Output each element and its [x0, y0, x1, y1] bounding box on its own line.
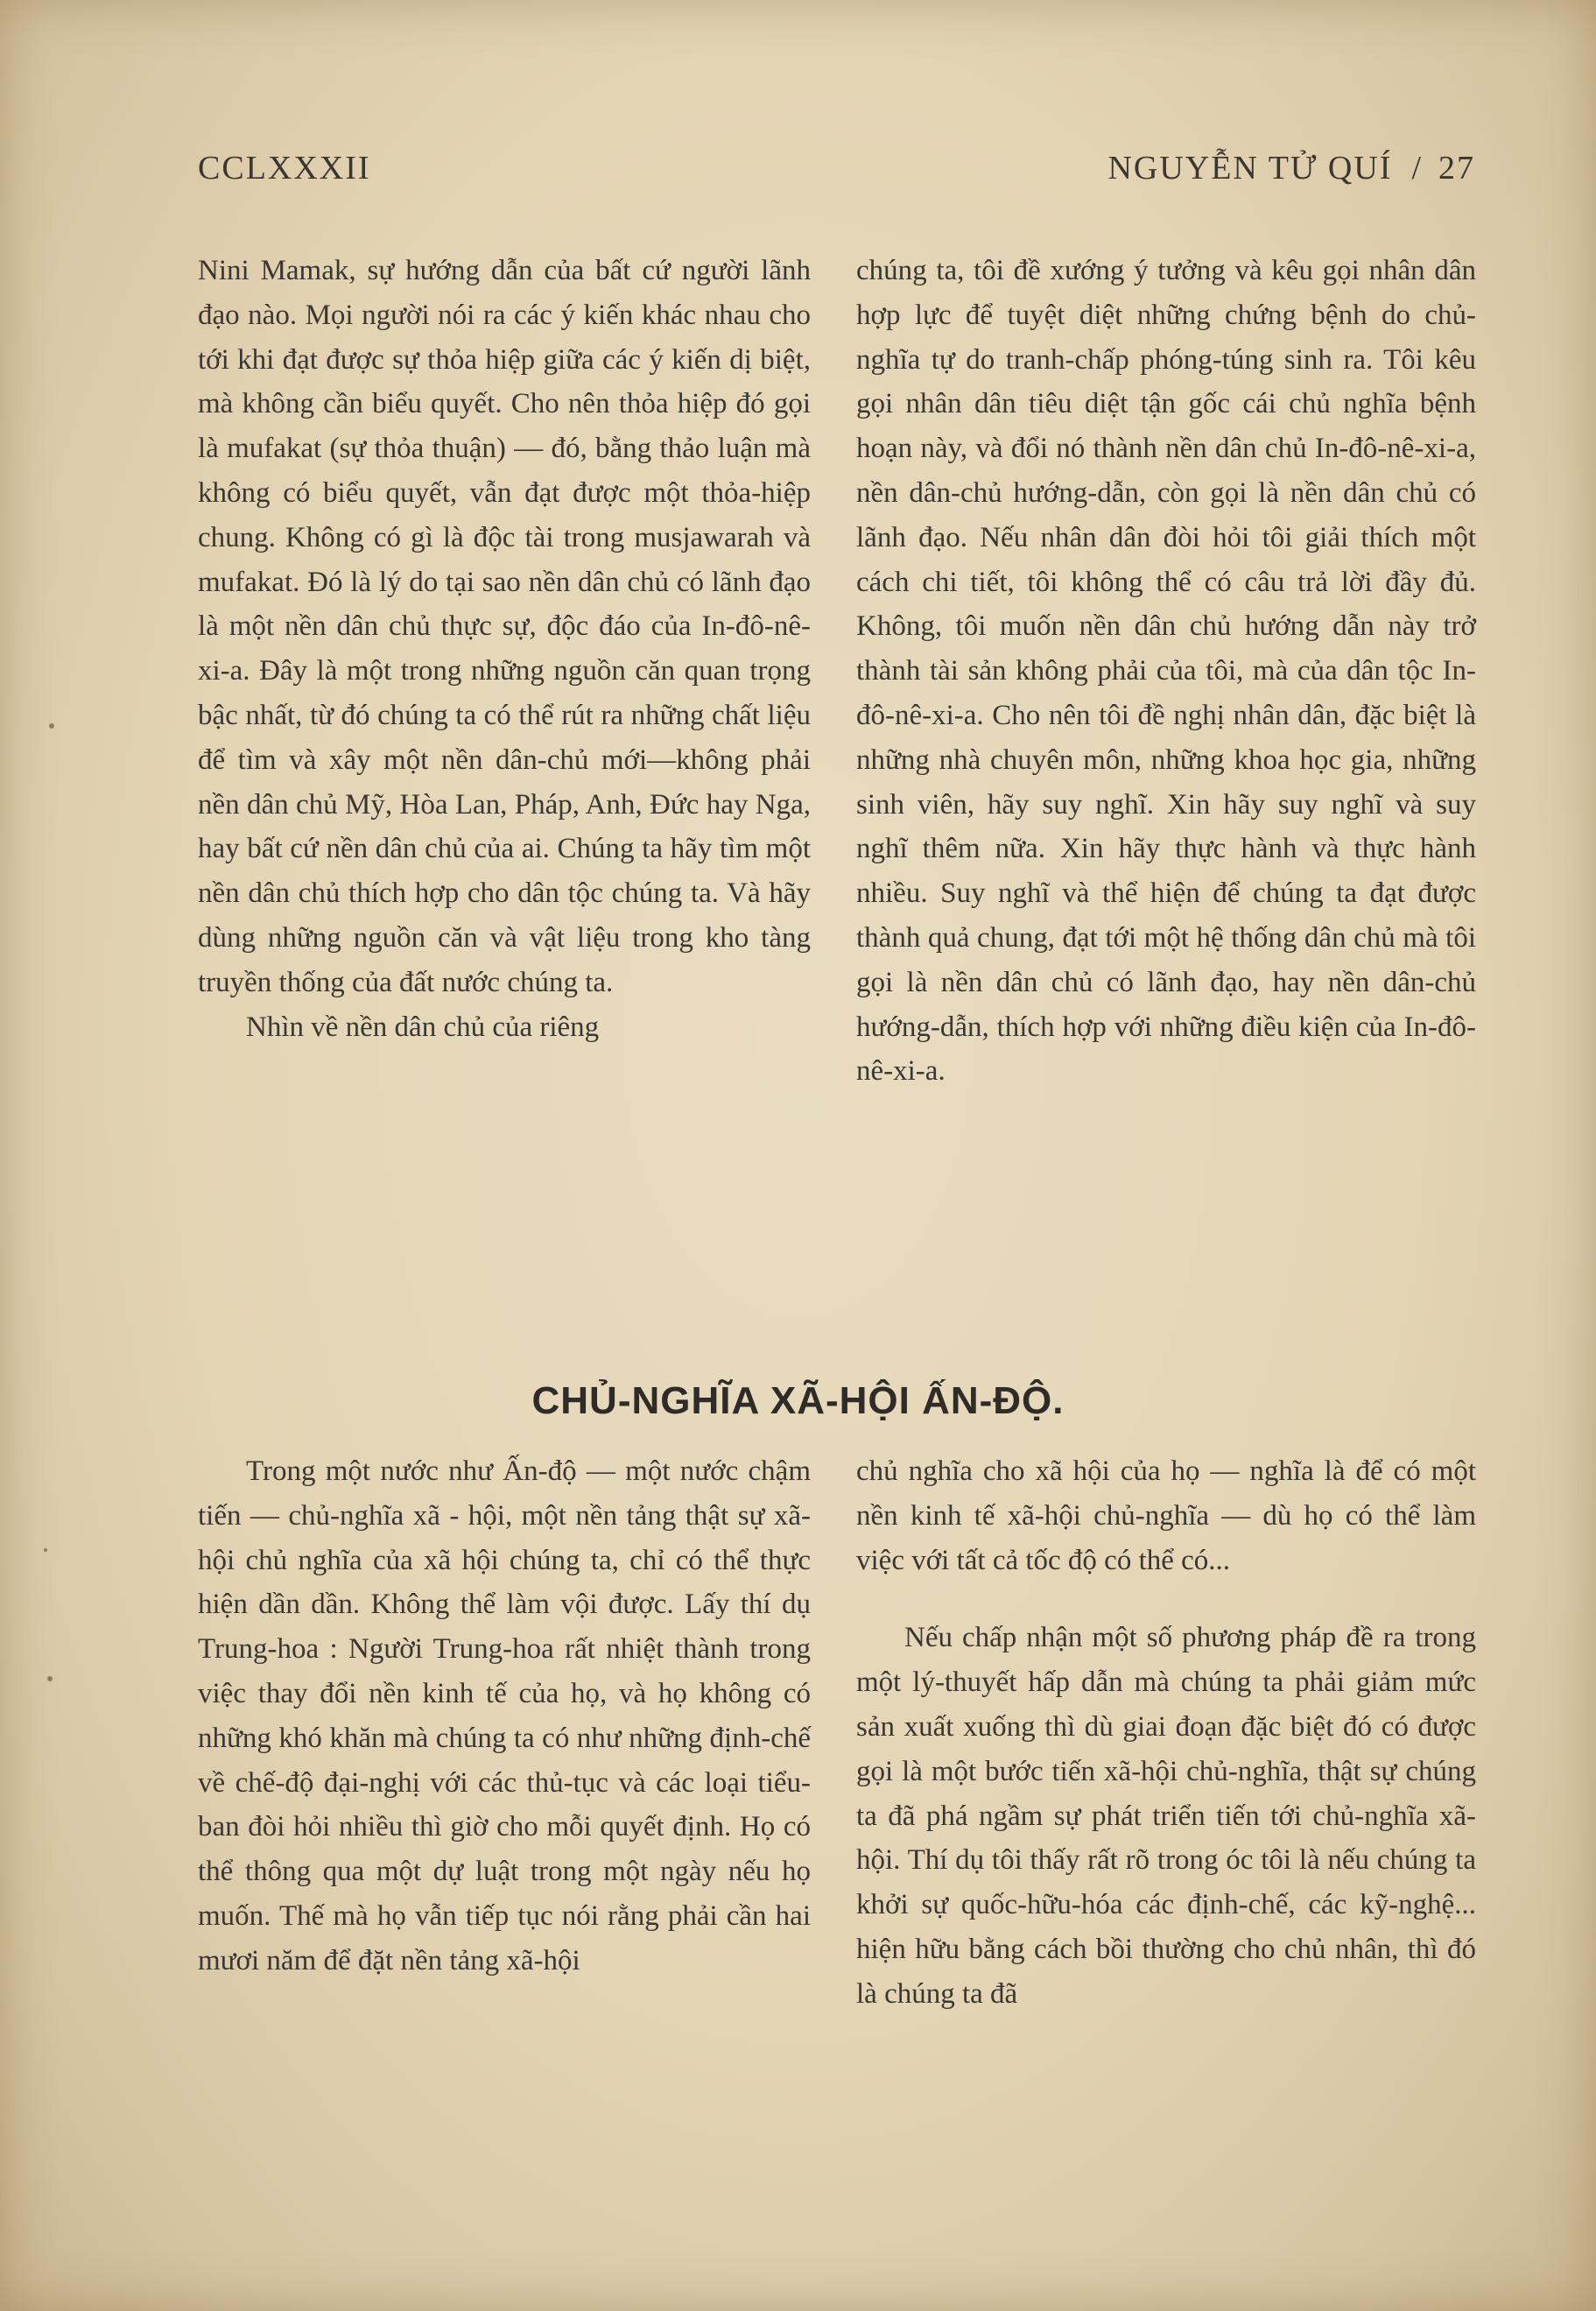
paragraph: Nhìn về nền dân chủ của riêng: [246, 1011, 600, 1043]
header-author-title: NGUYỄN TỬ QUÍ: [1107, 150, 1393, 187]
header-separator: /: [1411, 150, 1423, 187]
section-indian-socialism: [198, 1449, 1476, 2150]
paper-speck: [44, 1548, 47, 1552]
header-right: [1107, 149, 1475, 187]
text-column-left: [198, 249, 811, 1049]
paper-speck: [49, 723, 54, 729]
paragraph: Nếu chấp nhận một số phương pháp đề ra trong một lý-thuyết hấp dẫn mà chúng ta phải giảm mức sản xuất xuống thì dù giai đoạn đặc biệt đó có được gọi là một bước tiến xã-hội chủ-nghĩa, thật sự chúng ta đã phá ngầm sự phát triển tiến tới chủ-nghĩa xã-hội. Thí dụ tôi thấy rất rõ trong óc tôi là nếu chúng ta khởi sự quốc-hữu-hóa các định-chế, các kỹ-nghệ... hiện hữu bằng cách bồi thường cho chủ nhân, thì đó là chúng ta đã: [856, 1622, 1476, 2010]
section-heading: CHỦ-NGHĨA XÃ-HỘI ẤN-ĐỘ.: [531, 1379, 1065, 1422]
paragraph: chúng ta, tôi đề xướng ý tưởng và kêu gọi nhân dân hợp lực để tuyệt diệt những chứng bệnh do chủ-nghĩa tự do tranh-chấp phóng-túng sinh ra. Tôi kêu gọi nhân dân tiêu diệt tận gốc cái chủ nghĩa bệnh hoạn này, và đổi nó thành nền dân chủ In-đô-nê-xi-a, nền dân-chủ hướng-dẫn, còn gọi là nền dân chủ có lãnh đạo. Nếu nhân dân đòi hỏi tôi giải thích một cách chi tiết, tôi không thể có câu trả lời đầy đủ. Không, tôi muốn nền dân chủ hướng dẫn này trở thành tài sản không phải của tôi, mà của dân tộc In-đô-nê-xi-a. Cho nên tôi đề nghị nhân dân, đặc biệt là những nhà chuyên môn, những khoa học gia, những sinh viên, hãy suy nghĩ. Xin hãy suy nghĩ và suy nghĩ thêm nữa. Xin hãy thực hành và thực hành nhiều. Suy nghĩ và thể hiện để chúng ta đạt được thành quả chung, đạt tới một hệ thống dân chủ mà tôi gọi là nền dân chủ có lãnh đạo, hay nền dân-chủ hướng-dẫn, thích hợp với những điều kiện của In-đô-nê-xi-a.: [856, 255, 1476, 1088]
paper-speck: [47, 1676, 53, 1681]
paragraph: Nini Mamak, sự hướng dẫn của bất cứ người lãnh đạo nào. Mọi người nói ra các ý kiến khác nhau cho tới khi đạt được sự thỏa hiệp giữa các ý kiến dị biệt, mà không cần biểu quyết. Cho nên thỏa hiệp đó gọi là mufakat (sự thỏa thuận) — đó, bằng thảo luận mà không có biểu quyết, vẫn đạt được một thỏa-hiệp chung. Không có gì là độc tài trong musjawarah và mufakat. Đó là lý do tại sao nền dân chủ có lãnh đạo là một nền dân chủ thực sự, độc đáo của In-đô-nê-xi-a. Đây là một trong những nguồn căn quan trọng bậc nhất, từ đó chúng ta có thể rút ra những chất liệu để tìm và xây một nền dân-chủ mới—không phải nền dân chủ Mỹ, Hòa Lan, Pháp, Anh, Đức hay Nga, hay bất cứ nền dân chủ của ai. Chúng ta hãy tìm một nền dân chủ thích hợp cho dân tộc chúng ta. Và hãy dùng những nguồn căn và vật liệu trong kho tàng truyền thống của đất nước chúng ta.: [198, 255, 811, 998]
header-section-numeral: CCLXXXII: [198, 150, 371, 187]
paragraph: chủ nghĩa cho xã hội của họ — nghĩa là để có một nền kinh tế xã-hội chủ-nghĩa — dù họ có thể làm việc với tất cả tốc độ có thể có...: [856, 1455, 1476, 1576]
paragraph: Trong một nước như Ấn-độ — một nước chậm tiến — chủ-nghĩa xã - hội, một nền tảng thật sự xã-hội chủ nghĩa của xã hội chúng ta, chỉ có thể thực hiện dần dần. Không thể làm vội được. Lấy thí dụ Trung-hoa : Người Trung-hoa rất nhiệt thành trong việc thay đổi nền kinh tế của họ, và họ không có những khó khăn mà chúng ta có như những định-chế về chế-độ đại-nghị với các thủ-tục và các loại tiểu-ban đòi hỏi nhiều thì giờ cho mỗi quyết định. Họ có thể thông qua một dự luật trong một ngày nếu họ muốn. Thế mà họ vẫn tiếp tục nói rằng phải cần hai mươi năm để đặt nền tảng xã-hội: [198, 1455, 811, 1976]
page-header: [198, 149, 1475, 193]
section-guided-democracy: [198, 249, 1476, 1370]
text-column-right: [856, 1449, 1476, 2017]
text-column-left: [198, 1449, 811, 1983]
text-column-right: [856, 249, 1476, 1094]
page-number: 27: [1438, 150, 1475, 187]
